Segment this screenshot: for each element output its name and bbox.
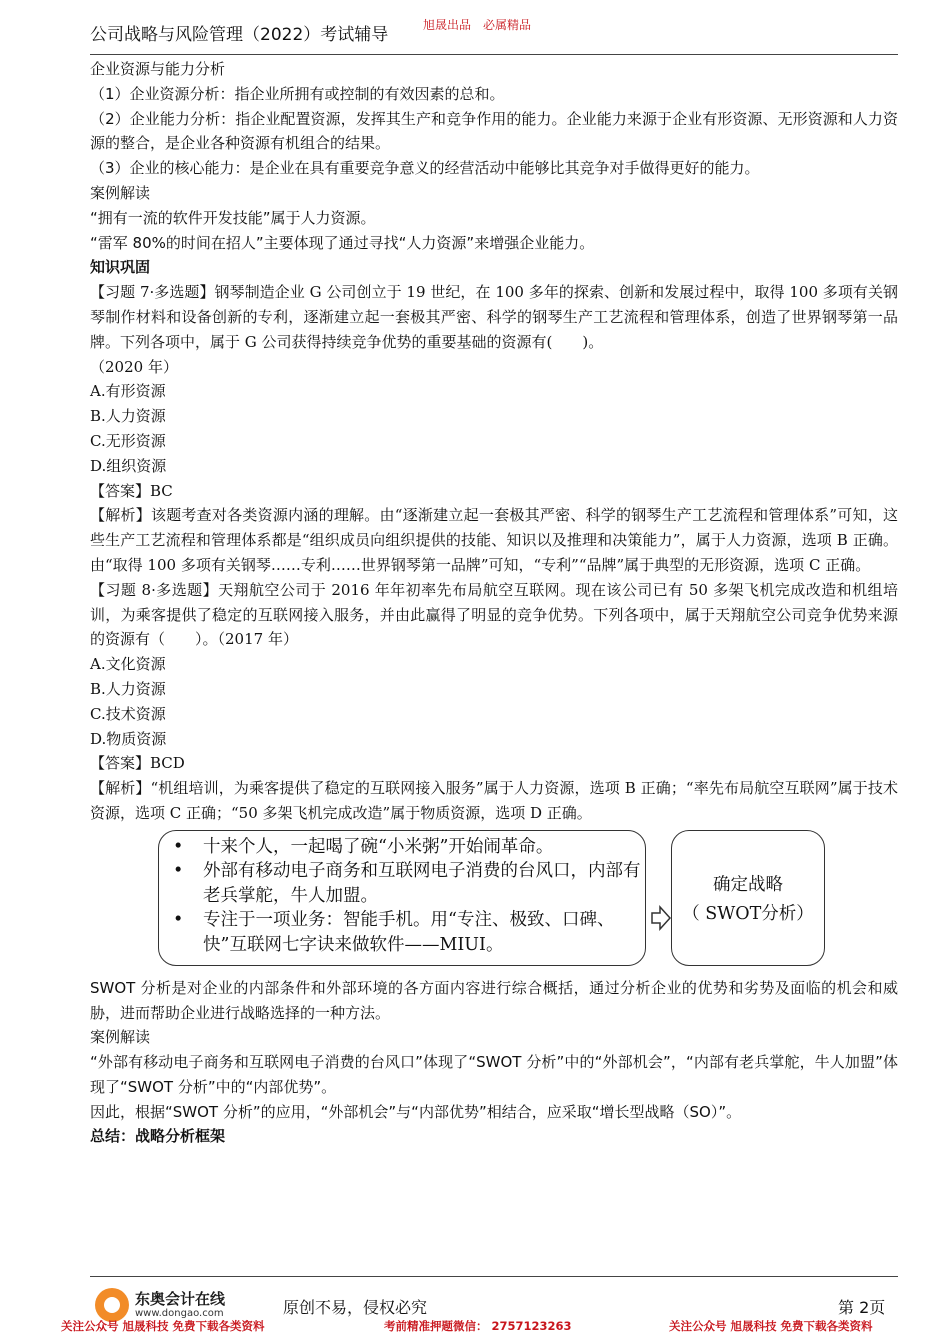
knowledge-heading: 知识巩固 bbox=[90, 258, 151, 277]
fact-text: 外部有移动电子商务和互联网电子消费的台风口，内部有老兵掌舵，牛人加盟。 bbox=[203, 861, 641, 906]
xiaomi-diagram bbox=[90, 826, 898, 976]
option: D.组织资源 bbox=[90, 456, 167, 475]
option: C.技术资源 bbox=[90, 704, 166, 723]
question-stem: 【习题 8·多选题】天翔航空公司于 2016 年年初率先布局航空互联网。现在该公司已有 50 多架飞机完成改造和机组培训，为乘客提供了稳定的互联网接入服务，并由此赢得了明显的竞争优势。下列各项中，属于天翔航空公司竞争优势来源的资源有（ ）。（2017 年） bbox=[90, 580, 898, 649]
logo-icon bbox=[95, 1288, 129, 1322]
footer-slogan: 原创不易，侵权必究 bbox=[283, 1298, 428, 1317]
fact-item bbox=[173, 859, 645, 908]
footer-divider bbox=[90, 1276, 898, 1277]
section-heading: 企业资源与能力分析 bbox=[90, 60, 226, 78]
option: B.人力资源 bbox=[90, 407, 166, 426]
logo-name: 东奥会计在线 bbox=[135, 1290, 226, 1308]
analysis: 【解析】“机组培训，为乘客提供了稳定的互联网接入服务”属于人力资源，选项 B 正确；“率先布局航空互联网”属于技术资源，选项 C 正确；“50 多架飞机完成改造”属于物质资源，选项 D 正确。 bbox=[90, 779, 898, 822]
page-number: 第 2页 bbox=[838, 1298, 886, 1317]
paragraph: “外部有移动电子商务和互联网电子消费的台风口”体现了“SWOT 分析”中的“外部机会”，“内部有老兵掌舵，牛人加盟”体现了“SWOT 分析”中的“内部优势”。 bbox=[90, 1053, 898, 1096]
result-box bbox=[671, 830, 825, 966]
footer-ad-center: 考前精准押题微信： 2757123263 bbox=[384, 1319, 572, 1333]
header-brand: 旭晟出品 必属精品 bbox=[423, 18, 532, 32]
question-year: （2020 年） bbox=[90, 357, 178, 376]
option: B.人力资源 bbox=[90, 679, 166, 698]
result-title: 确定战略 bbox=[713, 874, 783, 895]
option: A.有形资源 bbox=[90, 382, 166, 401]
footer-ad-left: 关注公众号 旭晟科技 免费下载各类资料 bbox=[61, 1319, 265, 1333]
bullet-icon: • bbox=[173, 910, 184, 931]
question-stem: 【习题 7·多选题】钢琴制造企业 G 公司创立于 19 世纪，在 100 多年的探索、创新和发展过程中，取得 100 多项有关钢琴制作材料和设备创新的专利，逐渐建立起一套极其严密、科学的钢琴生产工艺流程和管理体系，创造了世界钢琴第一品牌。下列各项中，属于 G 公司获得持续竞争优势的重要基础的资源有( )。 bbox=[90, 283, 898, 351]
facts-list bbox=[159, 831, 645, 958]
option: A.文化资源 bbox=[90, 655, 166, 674]
footer-ad-right: 关注公众号 旭晟科技 免费下载各类资料 bbox=[669, 1319, 873, 1333]
fact-item bbox=[173, 908, 645, 957]
paragraph: 因此，根据“SWOT 分析”的应用，“外部机会”与“内部优势”相结合，应采取“增长型战略（SO）”。 bbox=[90, 1102, 742, 1121]
fact-item bbox=[173, 835, 645, 860]
answer: 【答案】BC bbox=[90, 481, 173, 500]
case-heading: 案例解读 bbox=[90, 1028, 151, 1047]
bullet-icon: • bbox=[173, 861, 184, 882]
paragraph: “雷军 80%的时间在招人”主要体现了通过寻找“人力资源”来增强企业能力。 bbox=[90, 233, 595, 252]
paragraph: SWOT 分析是对企业的内部条件和外部环境的各方面内容进行综合概括，通过分析企业的优势和劣势及面临的机会和威胁，进而帮助企业进行战略选择的一种方法。 bbox=[90, 978, 898, 1022]
paragraph: （3）企业的核心能力：是企业在具有重要竞争意义的经营活动中能够比其竞争对手做得更好的能力。 bbox=[90, 159, 760, 178]
fact-text: 专注于一项业务：智能手机。用“专注、极致、口碑、快”互联网七字诀来做软件——MIUI。 bbox=[203, 910, 615, 955]
paragraph: （1）企业资源分析：指企业所拥有或控制的有效因素的总和。 bbox=[90, 84, 505, 103]
facts-box bbox=[158, 830, 646, 966]
analysis: 【解析】该题考查对各类资源内涵的理解。由“逐渐建立起一套极其严密、科学的钢琴生产工艺流程和管理体系”可知，这些生产工艺流程和管理体系都是“组织成员向组织提供的技能、知识以及推理和决策能力”，属于人力资源，选项 B 正确。由“取得 100 多项有关钢琴……专利……世界钢琴第一品牌”可知，“专利”“品牌”属于典型的无形资源，选项 C 正确。 bbox=[90, 506, 898, 574]
fact-text: 十来个人，一起喝了碗“小米粥”开始闹革命。 bbox=[203, 836, 554, 857]
option: D.物质资源 bbox=[90, 729, 167, 748]
arrow-right-icon bbox=[651, 905, 671, 931]
header-title: 公司战略与风险管理（2022）考试辅导 bbox=[90, 25, 389, 45]
answer: 【答案】BCD bbox=[90, 754, 185, 773]
option: C.无形资源 bbox=[90, 431, 166, 450]
paragraph: “拥有一流的软件开发技能”属于人力资源。 bbox=[90, 208, 376, 227]
result-subtitle: （ SWOT分析） bbox=[682, 903, 814, 924]
main-content bbox=[90, 57, 898, 1149]
summary-heading: 总结：战略分析框架 bbox=[90, 1127, 226, 1146]
logo-url: www.dongao.com bbox=[135, 1308, 224, 1319]
page-header bbox=[90, 14, 898, 55]
case-heading: 案例解读 bbox=[90, 183, 151, 202]
bullet-icon: • bbox=[173, 836, 184, 857]
paragraph: （2）企业能力分析：指企业配置资源，发挥其生产和竞争作用的能力。企业能力来源于企业有形资源、无形资源和人力资源的整合，是企业各种资源有机组合的结果。 bbox=[90, 109, 898, 153]
